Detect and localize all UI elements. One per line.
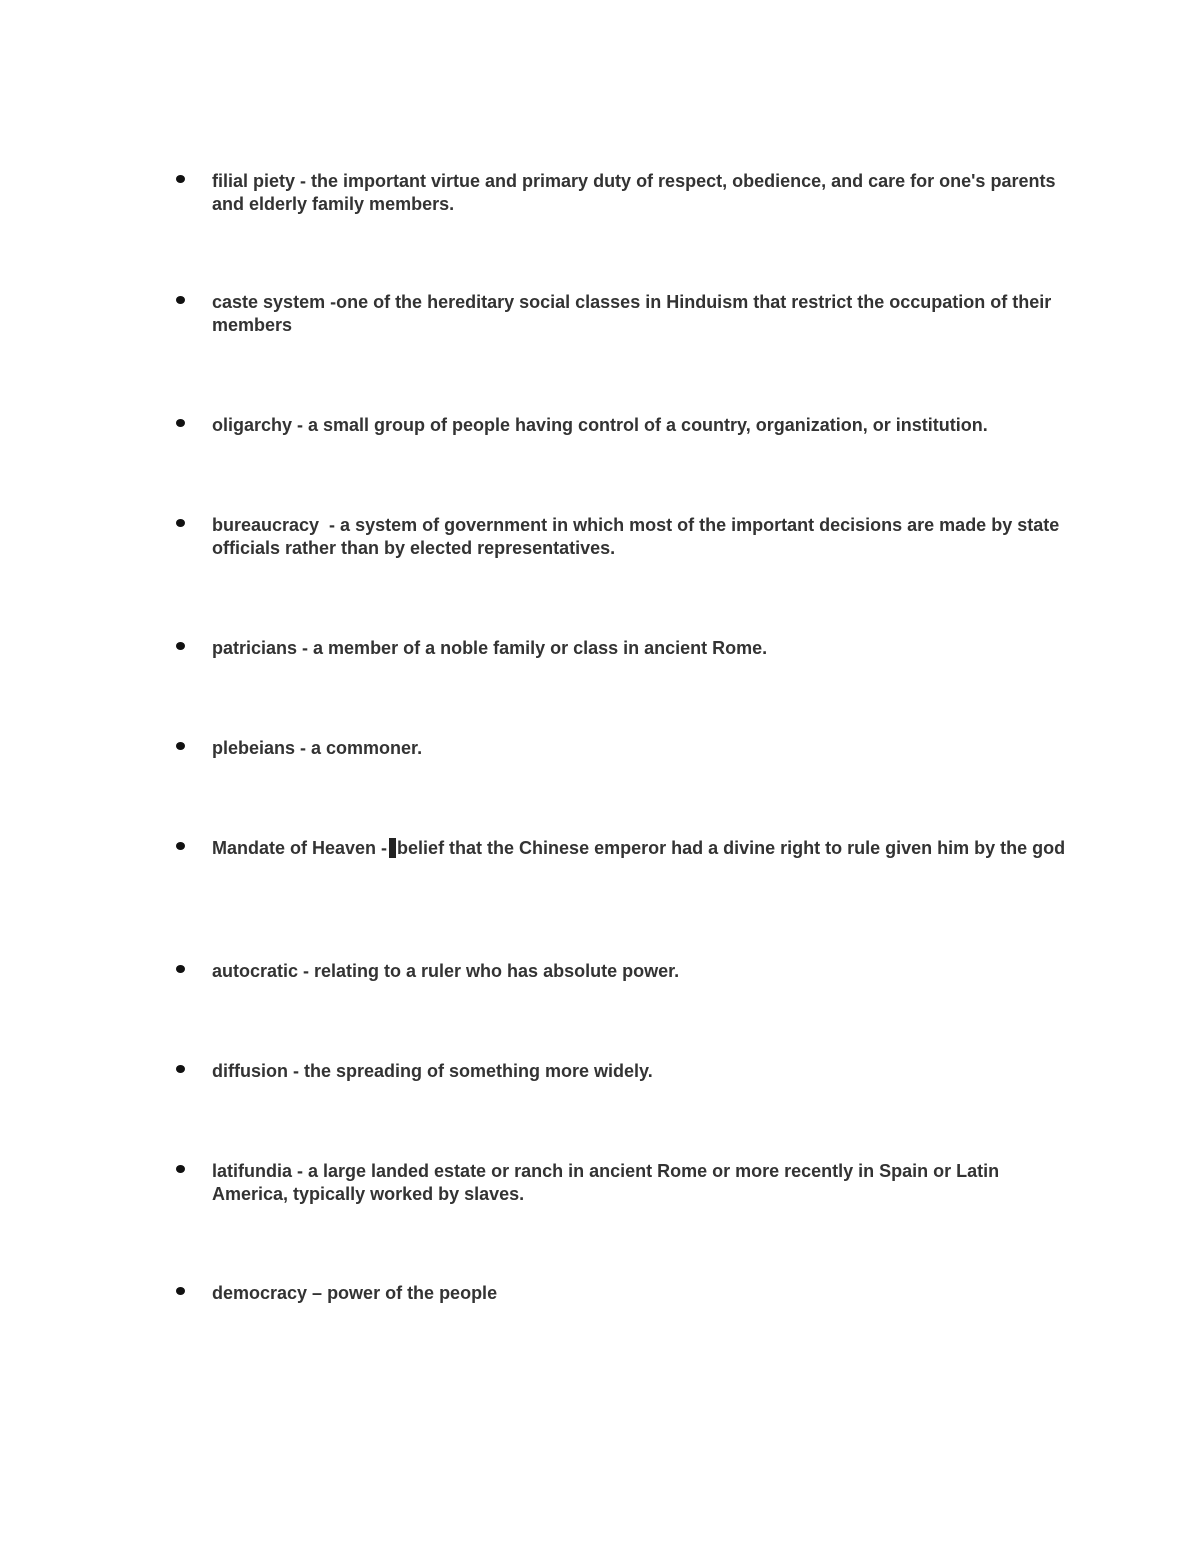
- term-definition: autocratic - relating to a ruler who has absolute power.: [212, 961, 680, 981]
- term-definition: democracy – power of the people: [212, 1283, 498, 1303]
- term-definition: caste system -one of the hereditary social classes in Hinduism that restrict the occupation of their members: [212, 292, 1052, 335]
- bullet-icon: [176, 1065, 185, 1073]
- list-item: [212, 170, 1072, 216]
- list-item: [212, 1282, 1072, 1305]
- bullet-icon: [176, 642, 185, 650]
- bullet-icon: [176, 419, 185, 427]
- list-item: [212, 1160, 1072, 1206]
- list-item: [212, 960, 1072, 983]
- list-item: [212, 837, 1072, 860]
- bullet-icon: [176, 519, 185, 527]
- term-definition: diffusion - the spreading of something more widely.: [212, 1061, 653, 1081]
- bullet-icon: [176, 742, 185, 750]
- list-item: [212, 637, 1072, 660]
- term-definition: patricians - a member of a noble family or class in ancient Rome.: [212, 638, 768, 658]
- term-definition: latifundia - a large landed estate or ranch in ancient Rome or more recently in Spain or Latin America, typically worked by slaves.: [212, 1161, 1000, 1204]
- term-definition-part: belief that the Chinese emperor had a divine right to rule given him by the god: [397, 838, 1066, 858]
- term-definition: oligarchy - a small group of people having control of a country, organization, or institution.: [212, 415, 988, 435]
- text-cursor-mark: [389, 838, 396, 858]
- term-definition: filial piety - the important virtue and primary duty of respect, obedience, and care for one's parents and elderly family members.: [212, 171, 1056, 214]
- list-item: [212, 737, 1072, 760]
- bullet-icon: [176, 296, 185, 304]
- bullet-icon: [176, 1287, 185, 1295]
- bullet-icon: [176, 842, 185, 850]
- term-definition: plebeians - a commoner.: [212, 738, 423, 758]
- bullet-icon: [176, 1165, 185, 1173]
- bullet-icon: [176, 965, 185, 973]
- term-definition-part: Mandate of Heaven -: [212, 838, 388, 858]
- bullet-icon: [176, 175, 185, 183]
- list-item: [212, 514, 1072, 560]
- list-item: [212, 1060, 1072, 1083]
- term-definition: bureaucracy - a system of government in which most of the important decisions are made by state officials rather than by elected representatives.: [212, 515, 1065, 558]
- list-item: [212, 414, 1072, 437]
- list-item: [212, 291, 1072, 337]
